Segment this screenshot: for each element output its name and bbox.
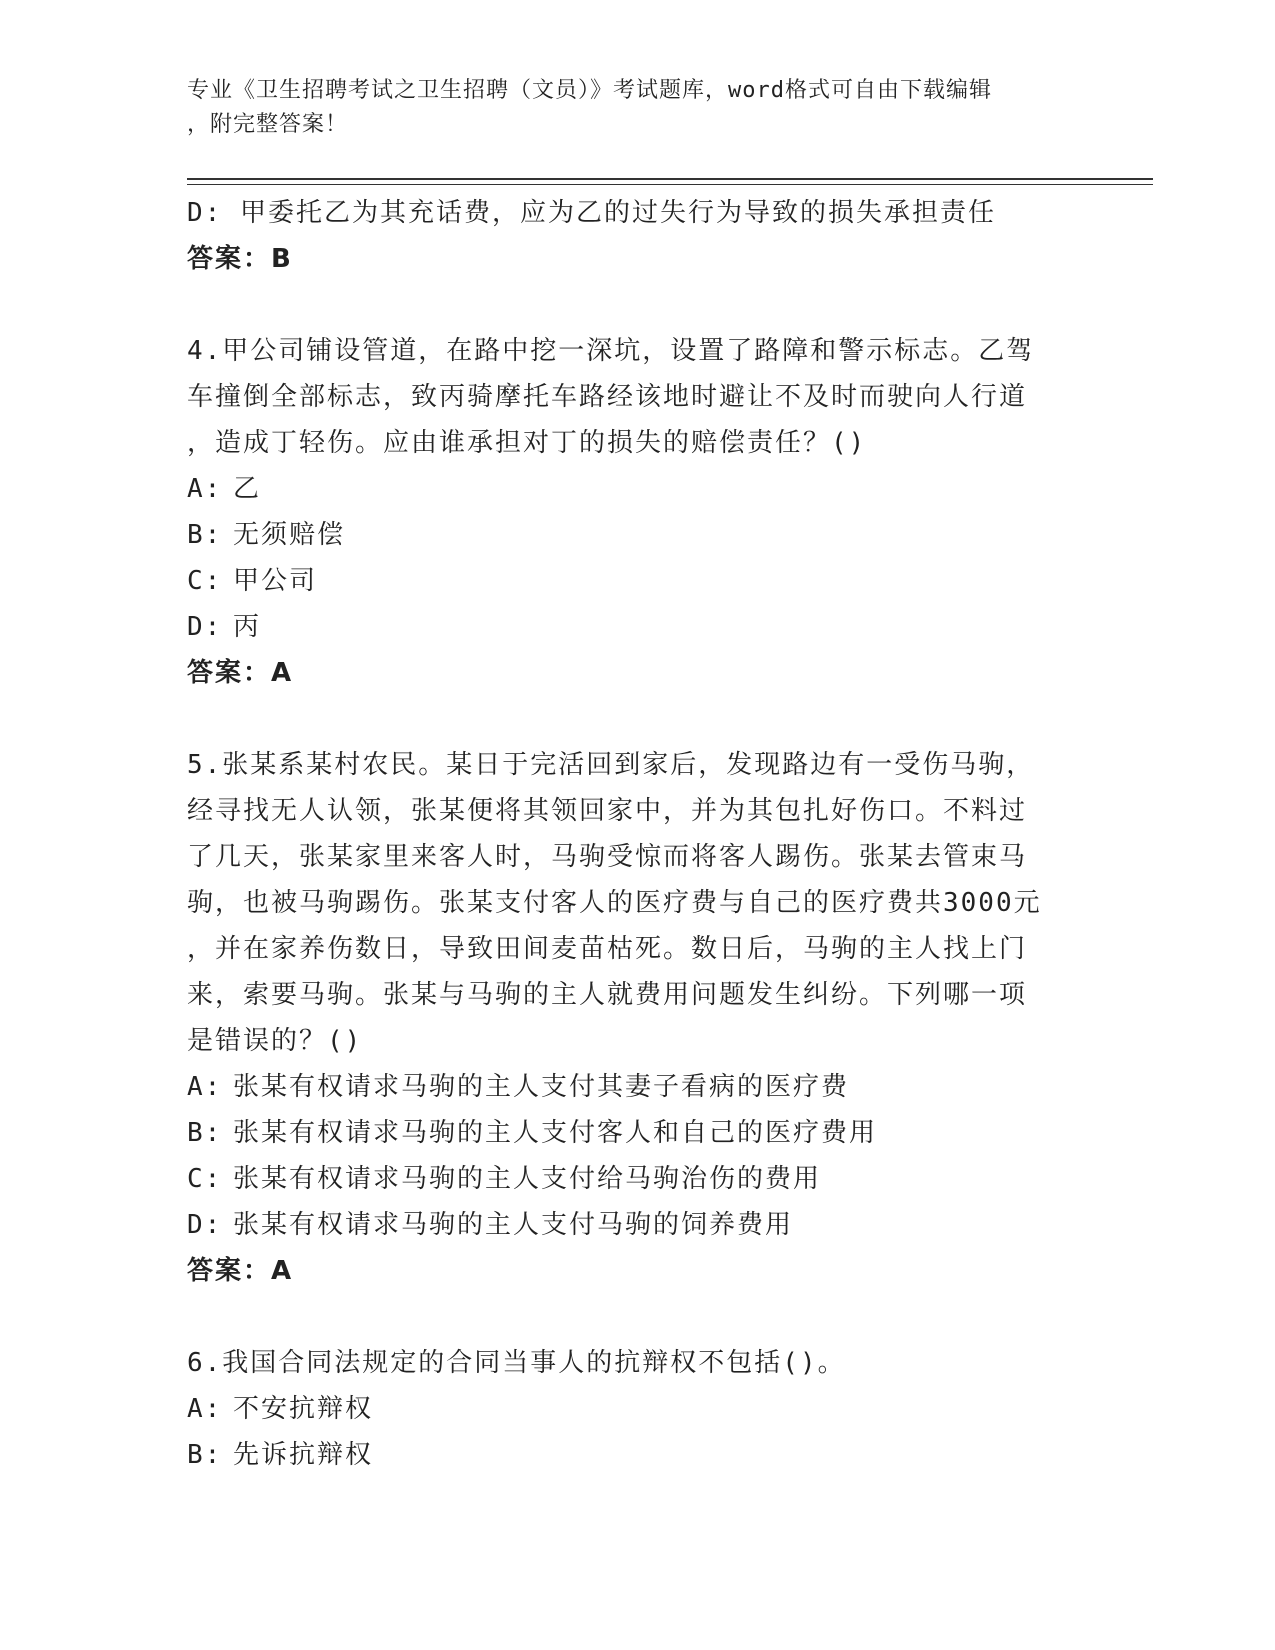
question-6-option-a bbox=[187, 1386, 1087, 1432]
question-5-line-7: 是错误的？() bbox=[187, 1026, 363, 1056]
option-text: 张某有权请求马驹的主人支付给马驹治伤的费用 bbox=[233, 1164, 822, 1194]
option-text: 张某有权请求马驹的主人支付马驹的饲养费用 bbox=[233, 1210, 794, 1240]
spacer bbox=[187, 282, 1087, 328]
option-text: 无须赔偿 bbox=[233, 520, 346, 550]
option-text: 先诉抗辩权 bbox=[233, 1440, 374, 1470]
question-5-line-2: 经寻找无人认领，张某便将其领回家中，并为其包扎好伤口。不料过 bbox=[187, 796, 1028, 826]
option-letter: A: bbox=[187, 1072, 223, 1102]
option-letter: A: bbox=[187, 1394, 223, 1424]
question-5-line-6: 来，索要马驹。张某与马驹的主人就费用问题发生纠纷。下列哪一项 bbox=[187, 980, 1028, 1010]
question-4-option-c bbox=[187, 558, 1087, 604]
option-text: 丙 bbox=[233, 612, 262, 642]
question-content bbox=[187, 190, 1087, 1478]
option-letter: B: bbox=[187, 1440, 223, 1470]
option-text: 不安抗辩权 bbox=[233, 1394, 374, 1424]
question-5-option-d bbox=[187, 1202, 1087, 1248]
option-letter: C: bbox=[187, 566, 223, 596]
option-text: 乙 bbox=[233, 474, 262, 504]
question-4-option-b bbox=[187, 512, 1087, 558]
option-text: 张某有权请求马驹的主人支付客人和自己的医疗费用 bbox=[233, 1118, 878, 1148]
question-4-answer: 答案：A bbox=[187, 658, 294, 688]
question-5-option-c bbox=[187, 1156, 1087, 1202]
option-letter: B: bbox=[187, 520, 223, 550]
option-letter: A: bbox=[187, 474, 223, 504]
question-4 bbox=[187, 328, 1087, 696]
question-5-answer: 答案：A bbox=[187, 1256, 294, 1286]
spacer bbox=[187, 696, 1087, 742]
question-5-line-1: 5.张某系某村农民。某日于完活回到家后，发现路边有一受伤马驹， bbox=[187, 750, 1035, 780]
option-letter: B: bbox=[187, 1118, 223, 1148]
prev-answer: 答案：B bbox=[187, 244, 293, 274]
question-4-option-a bbox=[187, 466, 1087, 512]
header-line-1: 专业《卫生招聘考试之卫生招聘（文员）》考试题库，word格式可自由下载编辑 bbox=[187, 78, 992, 103]
question-4-line-2: 车撞倒全部标志，致丙骑摩托车路经该地时避让不及时而驶向人行道 bbox=[187, 382, 1028, 412]
question-5 bbox=[187, 742, 1087, 1294]
option-text: 张某有权请求马驹的主人支付其妻子看病的医疗费 bbox=[233, 1072, 850, 1102]
header-divider-thin bbox=[187, 184, 1153, 185]
option-text: 甲公司 bbox=[233, 566, 318, 596]
question-4-option-d bbox=[187, 604, 1087, 650]
spacer bbox=[187, 1294, 1087, 1340]
option-letter: C: bbox=[187, 1164, 223, 1194]
prev-option-d: D: 甲委托乙为其充话费，应为乙的过失行为导致的损失承担责任 bbox=[187, 198, 996, 228]
question-5-line-5: ，并在家养伤数日，导致田间麦苗枯死。数日后，马驹的主人找上门 bbox=[187, 934, 1028, 964]
question-5-line-3: 了几天，张某家里来客人时，马驹受惊而将客人踢伤。张某去管束马 bbox=[187, 842, 1028, 872]
question-4-line-3: ，造成丁轻伤。应由谁承担对丁的损失的赔偿责任？() bbox=[187, 428, 867, 458]
header-line-2: ，附完整答案！ bbox=[187, 112, 349, 137]
question-6-option-b bbox=[187, 1432, 1087, 1478]
document-header bbox=[187, 74, 1067, 142]
option-letter: D: bbox=[187, 1210, 223, 1240]
question-5-option-b bbox=[187, 1110, 1087, 1156]
question-6-line-1: 6.我国合同法规定的合同当事人的抗辩权不包括()。 bbox=[187, 1348, 846, 1378]
header-divider-thick bbox=[187, 178, 1153, 180]
question-5-option-a bbox=[187, 1064, 1087, 1110]
question-4-line-1: 4.甲公司铺设管道，在路中挖一深坑，设置了路障和警示标志。乙驾 bbox=[187, 336, 1035, 366]
question-5-line-4: 驹，也被马驹踢伤。张某支付客人的医疗费与自己的医疗费共3000元 bbox=[187, 888, 1042, 918]
option-letter: D: bbox=[187, 612, 223, 642]
question-6 bbox=[187, 1340, 1087, 1478]
